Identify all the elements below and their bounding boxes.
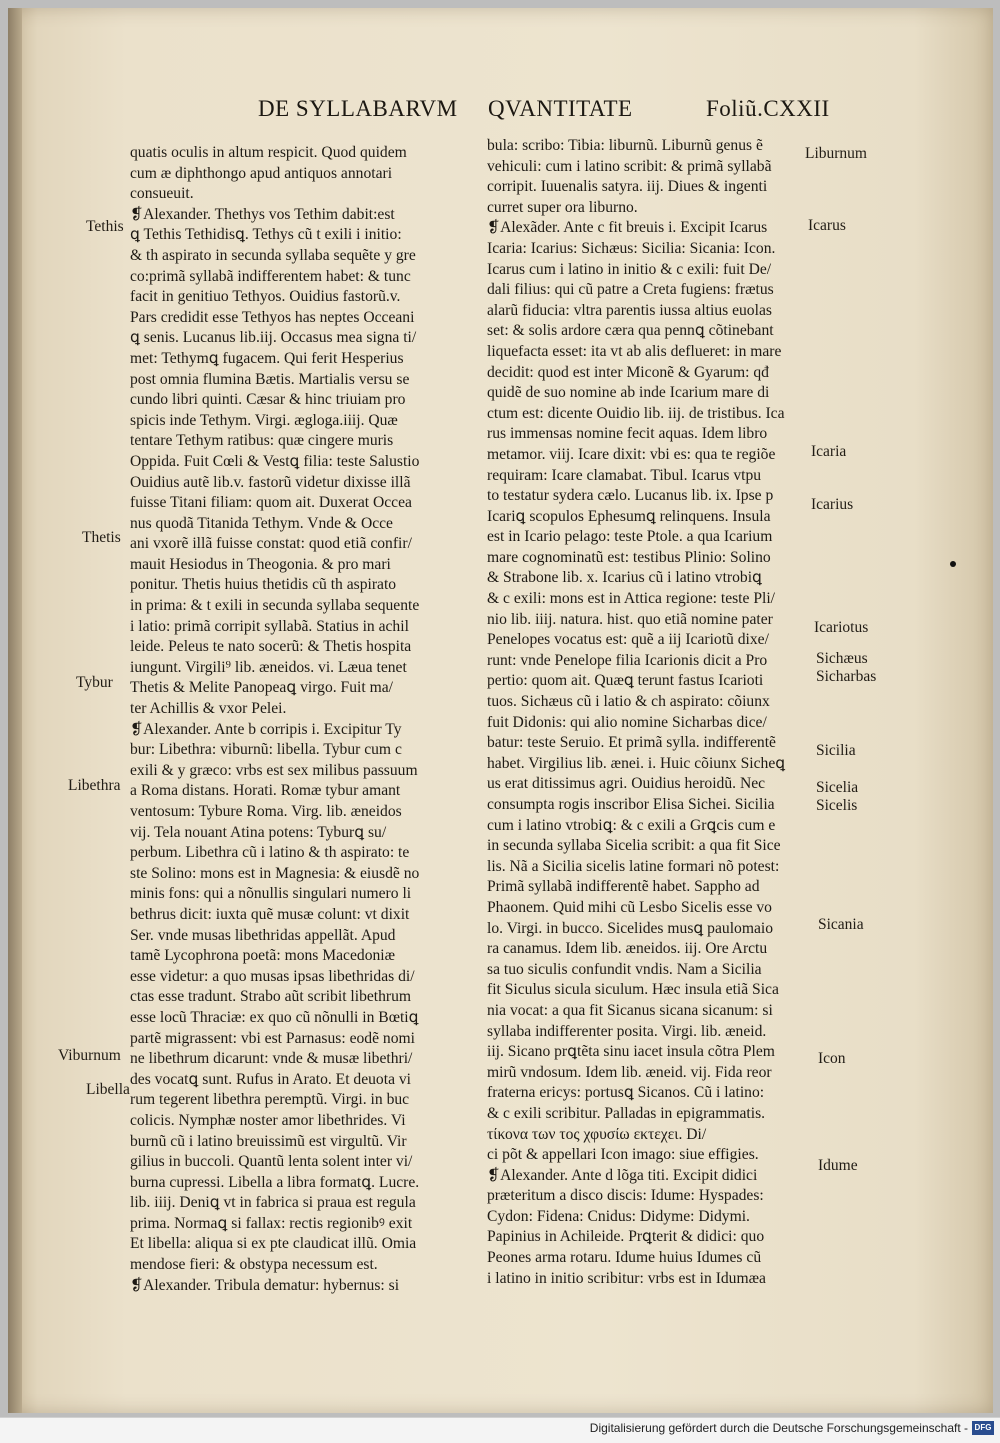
text-line: colicis. Nymphæ noster amor libethrides. Vi: [130, 1111, 406, 1129]
margin-note-idume: Idume: [818, 1157, 858, 1174]
text-line: ❡Alexãder. Ante c fit breuis i. Excipit Icarus: [487, 219, 768, 237]
text-line: Icariꝗ scopulos Ephesumꝗ relinquens. Insula: [487, 507, 771, 525]
margin-note-sichaeus: Sichæus: [816, 650, 868, 667]
text-line: lis. Nã a Sicilia sicelis latine formari nõ potest:: [487, 857, 780, 875]
text-line: ❡Alexander. Thethys vos Tethim dabit:est: [130, 205, 395, 223]
text-line: mendose fieri: & obstypa necessum est.: [130, 1256, 378, 1274]
ink-spot: [950, 561, 956, 567]
text-line: set: & solis ardore cæra qua pennꝗ cõtinebant: [487, 322, 774, 340]
text-line: i latio: primã corripit syllabã. Statius in achil: [130, 617, 409, 635]
margin-note-sicania: Sicania: [818, 916, 864, 933]
text-line: lo. Virgi. in bucco. Sicelides musꝗ paulomaio: [487, 919, 774, 937]
text-line: cum æ diphthongo apud antiquos annotari: [130, 164, 393, 182]
page-binding-edge: [8, 8, 22, 1413]
text-line: & c exili: mons est in Attica regione: teste Pli/: [487, 590, 776, 608]
text-line: leide. Peleus te nato socerũ: & Thetis hospita: [130, 638, 412, 656]
text-line: ctas esse tradunt. Strabo aũt scribit libethrum: [130, 988, 412, 1006]
text-line: nio lib. iiij. natura. hist. quo etiã nomine pater: [487, 610, 773, 628]
text-line: ci põt & appellari Icon imago: siue effigies.: [487, 1146, 759, 1164]
margin-note-icaria: Icaria: [811, 443, 847, 460]
text-line: Pars credidit esse Tethyos has neptes Occeani: [130, 308, 415, 326]
text-line: dali filius: qui cũ patre a Creta fugiens: frætus: [487, 281, 774, 299]
text-line: ꝗ Tethis Tethidisꝗ. Tethys cũ t exili i initio:: [130, 226, 402, 244]
text-line: Ser. vnde musas libethridas appellãt. Apud: [130, 926, 396, 944]
text-line: esse videtur: a quo musas ipsas libethridas di/: [130, 967, 415, 985]
margin-note-icarus: Icarus: [808, 217, 846, 234]
text-line: Et libella: aliqua si ex pte claudicat illũ. Omia: [130, 1235, 417, 1253]
margin-note-icon: Icon: [818, 1050, 846, 1067]
text-line: mauit Hesiodus in Theogonia. & pro mari: [130, 555, 391, 573]
margin-note-tethis: Tethis: [86, 218, 124, 235]
text-line: exili & y græco: vrbs est sex milibus passuum: [130, 761, 418, 779]
text-line: Peones arma rotaru. Idume huius Idumes cũ: [487, 1249, 762, 1267]
text-line: Primã syllabã indifferentẽ habet. Sappho ad: [487, 878, 760, 896]
text-line: bur: Libethra: viburnũ: libella. Tybur cum c: [130, 741, 402, 759]
text-line: ❡Alexander. Ante d lõga titi. Excipit didici: [487, 1166, 758, 1184]
text-line: fuisse Titani filiam: quom ait. Duxerat Occea: [130, 494, 412, 512]
text-line: præteritum a disco discis: Idume: Hyspades:: [487, 1187, 764, 1205]
margin-note-sicelia: Sicelia: [816, 779, 859, 796]
text-line: curret super ora liburno.: [487, 198, 638, 216]
text-line: corripit. Iuuenalis satyra. iij. Diues & ingenti: [487, 178, 768, 196]
margin-note-viburnum: Viburnum: [58, 1047, 121, 1064]
text-line: ctum est: dicente Ouidio lib. iij. de tristibus. Ica: [487, 404, 785, 422]
text-line: habet. Virgilius lib. ænei. i. Huic cõiunx Sicheꝗ: [487, 754, 786, 772]
text-line: Icarus cum i latino in initio & c exili: fuit De/: [487, 260, 772, 278]
text-line: minis fons: qui a nõnullis singulari numero li: [130, 885, 412, 903]
margin-note-libethra: Libethra: [68, 777, 121, 794]
text-line: co:primã syllabã indifferentem habet: & tunc: [130, 267, 411, 285]
text-line: & Strabone lib. x. Icarius cũ i latino vtrobiꝗ: [487, 569, 762, 587]
text-line: Papinius in Achileide. Prꝗterit & didici: quo: [487, 1228, 765, 1246]
text-line: cum i latino vtrobiꝗ: & c exili a Grꝗcis cum e: [487, 816, 776, 834]
text-line: facit in genitiuo Tethyos. Ouidius fastorũ.v.: [130, 288, 401, 306]
running-title-left: DE SYLLABARVM: [258, 96, 458, 121]
text-line: vehiculi: cum i latino scribit: & primã syllabã: [487, 157, 772, 175]
text-line: rus immensas nomine fecit aquas. Idem libro: [487, 425, 768, 443]
text-line: des vocatꝗ sunt. Rufus in Arato. Et deuota vi: [130, 1070, 412, 1088]
text-line: & th aspirato in secunda syllaba sequẽte y gre: [130, 246, 416, 264]
text-line: in secunda syllaba Sicelia scribit: a qua fit Sice: [487, 837, 781, 855]
margin-note-tybur: Tybur: [76, 674, 113, 691]
text-line: nus quodã Titanida Tethym. Vnde & Occe: [130, 514, 393, 532]
text-line: fuit Didonis: qui alio nomine Sicharbas dice/: [487, 713, 767, 731]
text-line: Ouidius autẽ lib.v. fastorũ videtur dixisse illã: [130, 473, 411, 491]
margin-note-sicharbas: Sicharbas: [816, 668, 877, 685]
text-line: tentare Tethym ratibus: quæ cingere muris: [130, 432, 394, 450]
text-line: rum tegerent libethra peremptũ. Virgi. in buc: [130, 1091, 410, 1109]
text-line: i latino in initio scribitur: vrbs est in Idumæa: [487, 1269, 766, 1287]
margin-note-libella: Libella: [86, 1081, 130, 1098]
text-line: burna cupressi. Libella a libra formatꝗ. Lucre.: [130, 1173, 420, 1191]
text-line: τίκονα των τος χφυσίω εκτεχει. Di/: [487, 1125, 707, 1143]
text-line: Penelopes vocatus est: quẽ a iij Icariotũ dixe/: [487, 631, 769, 649]
text-line: in prima: & t exili in secunda syllaba sequente: [130, 597, 420, 615]
text-line: ponitur. Thetis huius thetidis cũ th aspirato: [130, 576, 397, 594]
text-line: a Roma distans. Horati. Romæ tybur amant: [130, 782, 401, 800]
text-line: partẽ migrassent: vbi est Parnasus: eodẽ nomi: [130, 1029, 415, 1047]
text-line: Icaria: Icarius: Sichæus: Sicilia: Sicania: Icon.: [487, 239, 776, 257]
folio-number: Foliũ.CXXII: [706, 96, 830, 121]
text-line: syllaba indifferenter posita. Virgi. lib. æneid.: [487, 1022, 767, 1040]
text-line: est in Icario pelago: teste Ptole. a qua Icarium: [487, 528, 773, 546]
text-line: iij. Sicano prꝗtẽta sinu iacet insula cõtra Plem: [487, 1043, 775, 1061]
text-line: cundo libri quinti. Cæsar & hinc triuiam pro: [130, 391, 406, 409]
text-line: sa tuo siculis confundit vndis. Nam a Sicilia: [487, 960, 762, 978]
margin-note-icariotus: Icariotus: [814, 619, 869, 636]
text-line: mare cognominatũ est: testibus Plinio: Solino: [487, 548, 771, 566]
text-line: us erat ditissimus agri. Ouidius heroidũ. Nec: [487, 775, 766, 793]
text-line: ❡Alexander. Tribula dematur: hybernus: si: [130, 1276, 400, 1294]
text-line: ter Achillis & vxor Pelei.: [130, 700, 287, 718]
text-line: mirũ vndosum. Idem lib. æneid. vij. Fida reor: [487, 1063, 772, 1081]
text-line: ventosum: Tybure Roma. Virg. lib. æneidos: [130, 803, 402, 820]
margin-note-thetis: Thetis: [82, 529, 121, 546]
text-line: post omnia flumina Bætis. Martialis versu se: [130, 370, 410, 388]
text-line: perbum. Libethra cũ i latino & th aspirato: te: [130, 844, 410, 862]
text-line: ne libethrum dicarunt: vnde & musæ libethri/: [130, 1050, 413, 1068]
margin-note-icarius: Icarius: [811, 496, 854, 513]
text-line: quatis oculis in altum respicit. Quod quidem: [130, 144, 407, 161]
funding-notice: Digitalisierung gefördert durch die Deutsche Forschungsgemeinschaft -: [589, 1421, 968, 1435]
text-line: Phaonem. Quid mihi cũ Lesbo Sicelis esse vo: [487, 898, 772, 916]
text-line: ꝗ senis. Lucanus lib.iij. Occasus mea signa ti/: [130, 329, 417, 347]
text-line: pertio: quom ait. Quæꝗ terunt fastus Icarioti: [487, 672, 764, 690]
text-line: iungunt. Virgili⁹ lib. æneidos. vi. Læua tenet: [130, 658, 407, 676]
text-line: met: Tethymꝗ fugacem. Qui ferit Hesperius: [130, 349, 404, 367]
text-line: Oppida. Fuit Cœli & Vestꝗ filia: teste Salustio: [130, 452, 420, 470]
text-line: batur: teste Seruio. Et primã sylla. indifferentẽ: [487, 734, 776, 752]
text-line: spicis inde Tethym. Virgi. ægloga.iiij. Quæ: [130, 411, 398, 429]
text-line: bethrus dicit: iuxta quẽ musæ colunt: vt dixit: [130, 905, 410, 923]
text-line: ra canamus. Idem lib. æneidos. iij. Ore Arctu: [487, 940, 768, 958]
text-line: Thetis & Melite Panopeaꝗ virgo. Fuit ma/: [130, 679, 393, 697]
text-line: & c exili scribitur. Palladas in epigrammatis.: [487, 1104, 766, 1122]
margin-note-liburnum: Liburnum: [805, 145, 867, 162]
left-text-column: [130, 143, 419, 1296]
text-line: prima. Normaꝗ si fallax: rectis regionibꝰ exit: [130, 1214, 413, 1232]
text-line: ani vxorẽ illã fuisse constat: quod etiã confir/: [130, 535, 412, 553]
text-line: alarũ fiducia: vltra parentis iussa altius euolas: [487, 301, 772, 319]
text-line: fraterna ericys: portusꝗ Sicanos. Cũ i latino:: [487, 1084, 765, 1102]
text-line: liquefacta esset: ita vt ab alis deflueret: in mare: [487, 342, 782, 360]
text-line: fit Siculus sicula siculum. Hæc insula etiã Sica: [487, 981, 779, 999]
text-line: tuos. Sichæus cũ i latio & ch aspirato: cõiunx: [487, 693, 770, 711]
text-line: consueuit.: [130, 185, 194, 203]
text-line: quidẽ de suo nomine ab inde Icarium mare di: [487, 384, 770, 402]
margin-note-sicelis: Sicelis: [816, 797, 858, 814]
text-line: nia vocat: a qua fit Sicanus sicana sicanum: si: [487, 1001, 773, 1019]
text-line: vij. Tela nouant Atina potens: Tyburꝗ su/: [130, 823, 387, 841]
text-line: requiram: Icare clamabat. Tibul. Icarus vtpu: [487, 466, 762, 484]
text-line: decidit: quod est inter Miconẽ & Gyarum: qđ: [487, 363, 769, 381]
text-line: bula: scribo: Tibia: liburnũ. Liburnũ genus ẽ: [487, 137, 763, 154]
text-line: consumpta rogis inscribor Elisa Sichei. Sicilia: [487, 796, 775, 813]
text-line: tamẽ Lycophrona poetã: mons Macedoniæ: [130, 947, 396, 965]
text-line: gilius in buccoli. Quantũ lenta solent inter vi/: [130, 1153, 413, 1171]
margin-note-sicilia: Sicilia: [816, 742, 856, 759]
text-line: esse locũ Thraciæ: ex quo cũ nõnulli in Bœtiꝗ: [130, 1008, 419, 1026]
text-line: burnũ cũ i latino breuissimũ est virgultũ. Vir: [130, 1132, 407, 1150]
text-line: lib. iiij. Deniꝗ vt in fabrica si praua est regula: [130, 1194, 416, 1212]
text-line: Cydon: Fidena: Cnidus: Didyme: Didymi.: [487, 1207, 750, 1225]
running-title-right: QVANTITATE: [488, 96, 633, 121]
dfg-logo: DFG: [972, 1421, 994, 1435]
text-line: metamor. viij. Icare dixit: vbi es: qua te regiõe: [487, 445, 776, 463]
right-text-column: [487, 136, 785, 1289]
text-line: ❡Alexander. Ante b corripis i. Excipitur Ty: [130, 720, 402, 738]
text-line: to testatur sydera cælo. Lucanus lib. ix. Ipse p: [487, 487, 774, 505]
text-line: ste Solino: mons est in Magnesia: & eiusdẽ no: [130, 864, 420, 882]
text-line: runt: vnde Penelope filia Icarionis dicit a Pro: [487, 651, 768, 669]
